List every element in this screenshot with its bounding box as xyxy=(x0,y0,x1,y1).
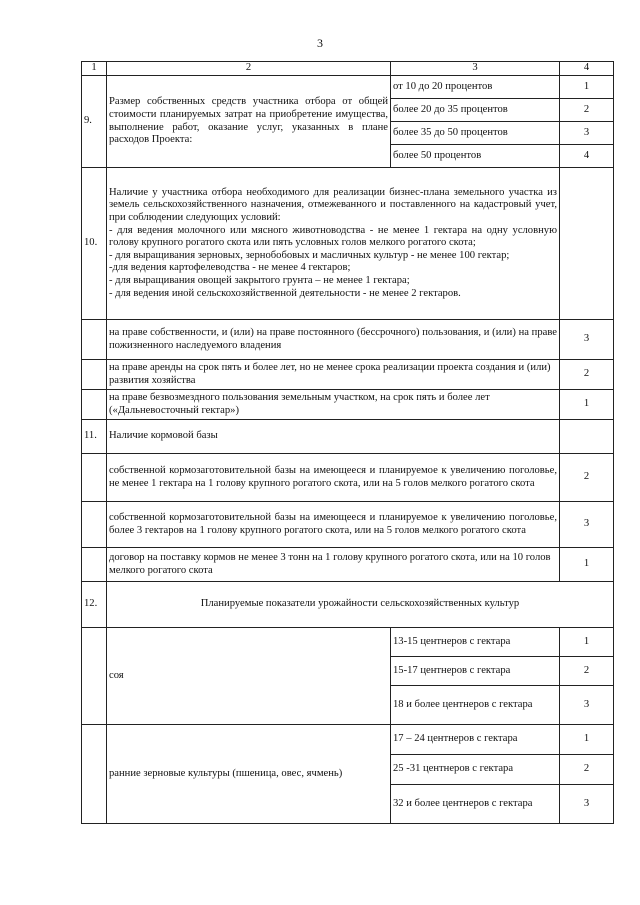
option-text: 17 – 24 центнеров с гектара xyxy=(391,725,560,755)
row-11-option-1 xyxy=(82,454,614,502)
option-score: 3 xyxy=(560,122,614,145)
option-text: собственной кормозаготовительной базы на имеющееся и планируемое к увеличению поголовье, не менее 1 гектара на 1 голову крупного рогатого скота, или на 5 голов мелкого рогатого скота xyxy=(107,454,560,502)
option-text: 13-15 центнеров с гектара xyxy=(391,628,560,657)
criteria-table xyxy=(81,61,614,824)
option-score: 1 xyxy=(560,725,614,755)
option-text: договор на поставку кормов не менее 3 тонн на 1 голову крупного рогатого скота, или на 10 голов мелкого рогатого скота xyxy=(107,548,560,582)
crop-soy-option-1 xyxy=(82,628,614,657)
option-text: более 35 до 50 процентов xyxy=(391,122,560,145)
option-text: на праве безвозмездного пользования земельным участком, на срок пять и более лет («Дальневосточный гектар») xyxy=(107,390,560,420)
row-number: 12. xyxy=(82,582,107,628)
option-text: на праве аренды на срок пять и более лет, но не менее срока реализации проекта создания и (или) развития хозяйства xyxy=(107,360,560,390)
row-10-conditions xyxy=(82,168,614,320)
row-11-option-2 xyxy=(82,502,614,548)
empty-score-cell xyxy=(560,168,614,320)
option-text: 25 -31 центнеров с гектара xyxy=(391,755,560,785)
criterion-text xyxy=(107,168,560,320)
option-text: на праве собственности, и (или) на праве постоянного (бессрочного) пользования, и (или) на праве пожизненного наследуемого владения xyxy=(107,320,560,360)
option-score: 1 xyxy=(560,76,614,99)
row-number: 10. xyxy=(82,168,107,320)
header-col-3: 3 xyxy=(391,62,560,76)
option-score: 1 xyxy=(560,390,614,420)
option-score: 3 xyxy=(560,686,614,725)
option-text: от 10 до 20 процентов xyxy=(391,76,560,99)
option-text: более 50 процентов xyxy=(391,145,560,168)
crop-grains-option-1 xyxy=(82,725,614,755)
option-text: более 20 до 35 процентов xyxy=(391,99,560,122)
criterion-intro: Наличие у участника отбора необходимого для реализации бизнес-плана земельного участка из земель сельскохозяйственного назначения, отмежеванного и поставленного на кадастровый учет, при соблюдении следующих условий: xyxy=(109,186,557,224)
option-score: 2 xyxy=(560,99,614,122)
page-number: 3 xyxy=(317,36,323,50)
option-score: 1 xyxy=(560,548,614,582)
option-score: 4 xyxy=(560,145,614,168)
empty-number-cell xyxy=(82,725,107,824)
option-score: 2 xyxy=(560,454,614,502)
empty-number-cell xyxy=(82,502,107,548)
option-score: 2 xyxy=(560,360,614,390)
option-score: 1 xyxy=(560,628,614,657)
row-11-title xyxy=(82,420,614,454)
row-number: 9. xyxy=(82,76,107,168)
empty-score-cell xyxy=(560,420,614,454)
option-score: 2 xyxy=(560,755,614,785)
header-col-4: 4 xyxy=(560,62,614,76)
condition-item: -для ведения картофелеводства - не менее 4 гектаров; xyxy=(109,262,351,274)
crop-name: соя xyxy=(107,628,391,725)
empty-number-cell xyxy=(82,628,107,725)
row-10-option-1 xyxy=(82,320,614,360)
condition-item: - для ведения молочного или мясного животноводства - не менее 1 гектара на одну условную голову крупного рогатого скота или пять условных голов мелкого рогатого скота; xyxy=(109,224,557,249)
condition-item: - для выращивания овощей закрытого грунта – не менее 1 гектара; xyxy=(109,274,410,286)
empty-number-cell xyxy=(82,320,107,360)
condition-item: - для ведения иной сельскохозяйственной деятельности - не менее 2 гектаров. xyxy=(109,287,461,299)
row-11-option-3 xyxy=(82,548,614,582)
header-col-2: 2 xyxy=(107,62,391,76)
row-number: 11. xyxy=(82,420,107,454)
option-text: 32 и более центнеров с гектара xyxy=(391,785,560,824)
header-row xyxy=(82,62,614,76)
option-score: 3 xyxy=(560,320,614,360)
row-12-title xyxy=(82,582,614,628)
option-score: 2 xyxy=(560,657,614,686)
empty-number-cell xyxy=(82,390,107,420)
empty-number-cell xyxy=(82,548,107,582)
empty-number-cell xyxy=(82,360,107,390)
criterion-text: Планируемые показатели урожайности сельскохозяйственных культур xyxy=(107,582,614,628)
row-10-option-3 xyxy=(82,390,614,420)
option-text: собственной кормозаготовительной базы на имеющееся и планируемое к увеличению поголовье, более 3 гектаров на 1 голову крупного рогатого скота, или на 5 голов мелкого рогатого скота xyxy=(107,502,560,548)
option-text: 15-17 центнеров с гектара xyxy=(391,657,560,686)
row-9-option-1 xyxy=(82,76,614,99)
option-score: 3 xyxy=(560,785,614,824)
option-score: 3 xyxy=(560,502,614,548)
header-col-1: 1 xyxy=(82,62,107,76)
condition-item: - для выращивания зерновых, зернобобовых и масличных культур - не менее 100 гектар; xyxy=(109,249,510,261)
criterion-text: Наличие кормовой базы xyxy=(107,420,560,454)
option-text: 18 и более центнеров с гектара xyxy=(391,686,560,725)
criterion-text: Размер собственных средств участника отбора от общей стоимости планируемых затрат на приобретение имущества, выполнение работ, оказание услуг, указанных в плане расходов Проекта: xyxy=(107,76,391,168)
row-10-option-2 xyxy=(82,360,614,390)
empty-number-cell xyxy=(82,454,107,502)
crop-name: ранние зерновые культуры (пшеница, овес, ячмень) xyxy=(107,725,391,824)
